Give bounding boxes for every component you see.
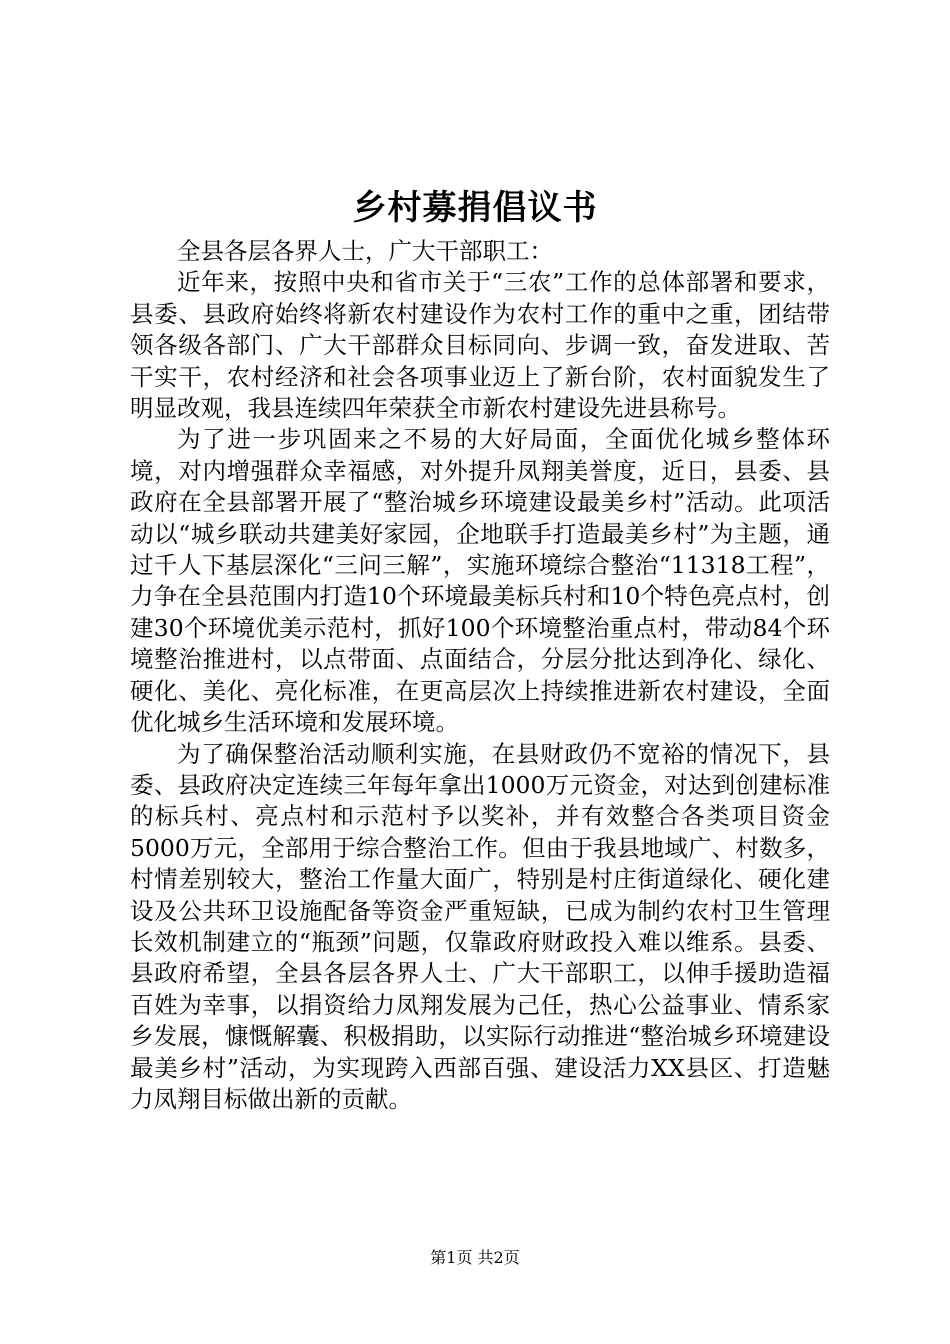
salutation: 全县各层各界人士，广大干部职工： [177,237,553,265]
document-title: 乡村募捐倡议书 [352,188,598,228]
document-body [130,236,830,1115]
paragraph-3: 为了确保整治活动顺利实施，在县财政仍不宽裕的情况下，县委、县政府决定连续三年每年拿出1000万元资金，对达到创建标准的标兵村、亮点村和示范村予以奖补，并有效整合各类项目资金5000万元，全部用于综合整治工作。但由于我县地域广、村数多，村情差别较大，整治工作量大面广，特别是村庄街道绿化、硬化建设及公共环卫设施配备等资金严重短缺，已成为制约农村卫生管理长效机制建立的“瓶颈”问题，仅靠政府财政投入难以维系。县委、县政府希望，全县各层各界人士、广大干部职工，以伸手援助造福百姓为幸事，以捐资给力凤翔发展为己任，热心公益事业、情系家乡发展，慷慨解囊、积极捐助，以实际行动推进“整治城乡环境建设最美乡村”活动，为实现跨入西部百强、建设活力XX县区、打造魅力凤翔目标做出新的贡献。 [130,739,830,1113]
page-number-footer: 第1页 共2页 [430,1248,520,1267]
paragraph-2: 为了进一步巩固来之不易的大好局面，全面优化城乡整体环境，对内增强群众幸福感，对外提升凤翔美誉度，近日，县委、县政府在全县部署开展了“整治城乡环境建设最美乡村”活动。此项活动以“城乡联动共建美好家园，企地联手打造最美乡村”为主题，通过千人下基层深化“三问三解”，实施环境综合整治“11318工程”，力争在全县范围内打造10个环境最美标兵村和10个特色亮点村，创建30个环境优美示范村，抓好100个环境整治重点村，带动84个环境整治推进村，以点带面、点面结合，分层分批达到净化、绿化、硬化、美化、亮化标准，在更高层次上持续推进新农村建设，全面优化城乡生活环境和发展环境。 [130,425,830,737]
paragraph-1: 近年来，按照中央和省市关于“三农”工作的总体部署和要求，县委、县政府始终将新农村建设作为农村工作的重中之重，团结带领各级各部门、广大干部群众目标同向、步调一致，奋发进取、苦干实干，农村经济和社会各项事业迈上了新台阶，农村面貌发生了明显改观，我县连续四年荣获全市新农村建设先进县称号。 [130,268,830,423]
